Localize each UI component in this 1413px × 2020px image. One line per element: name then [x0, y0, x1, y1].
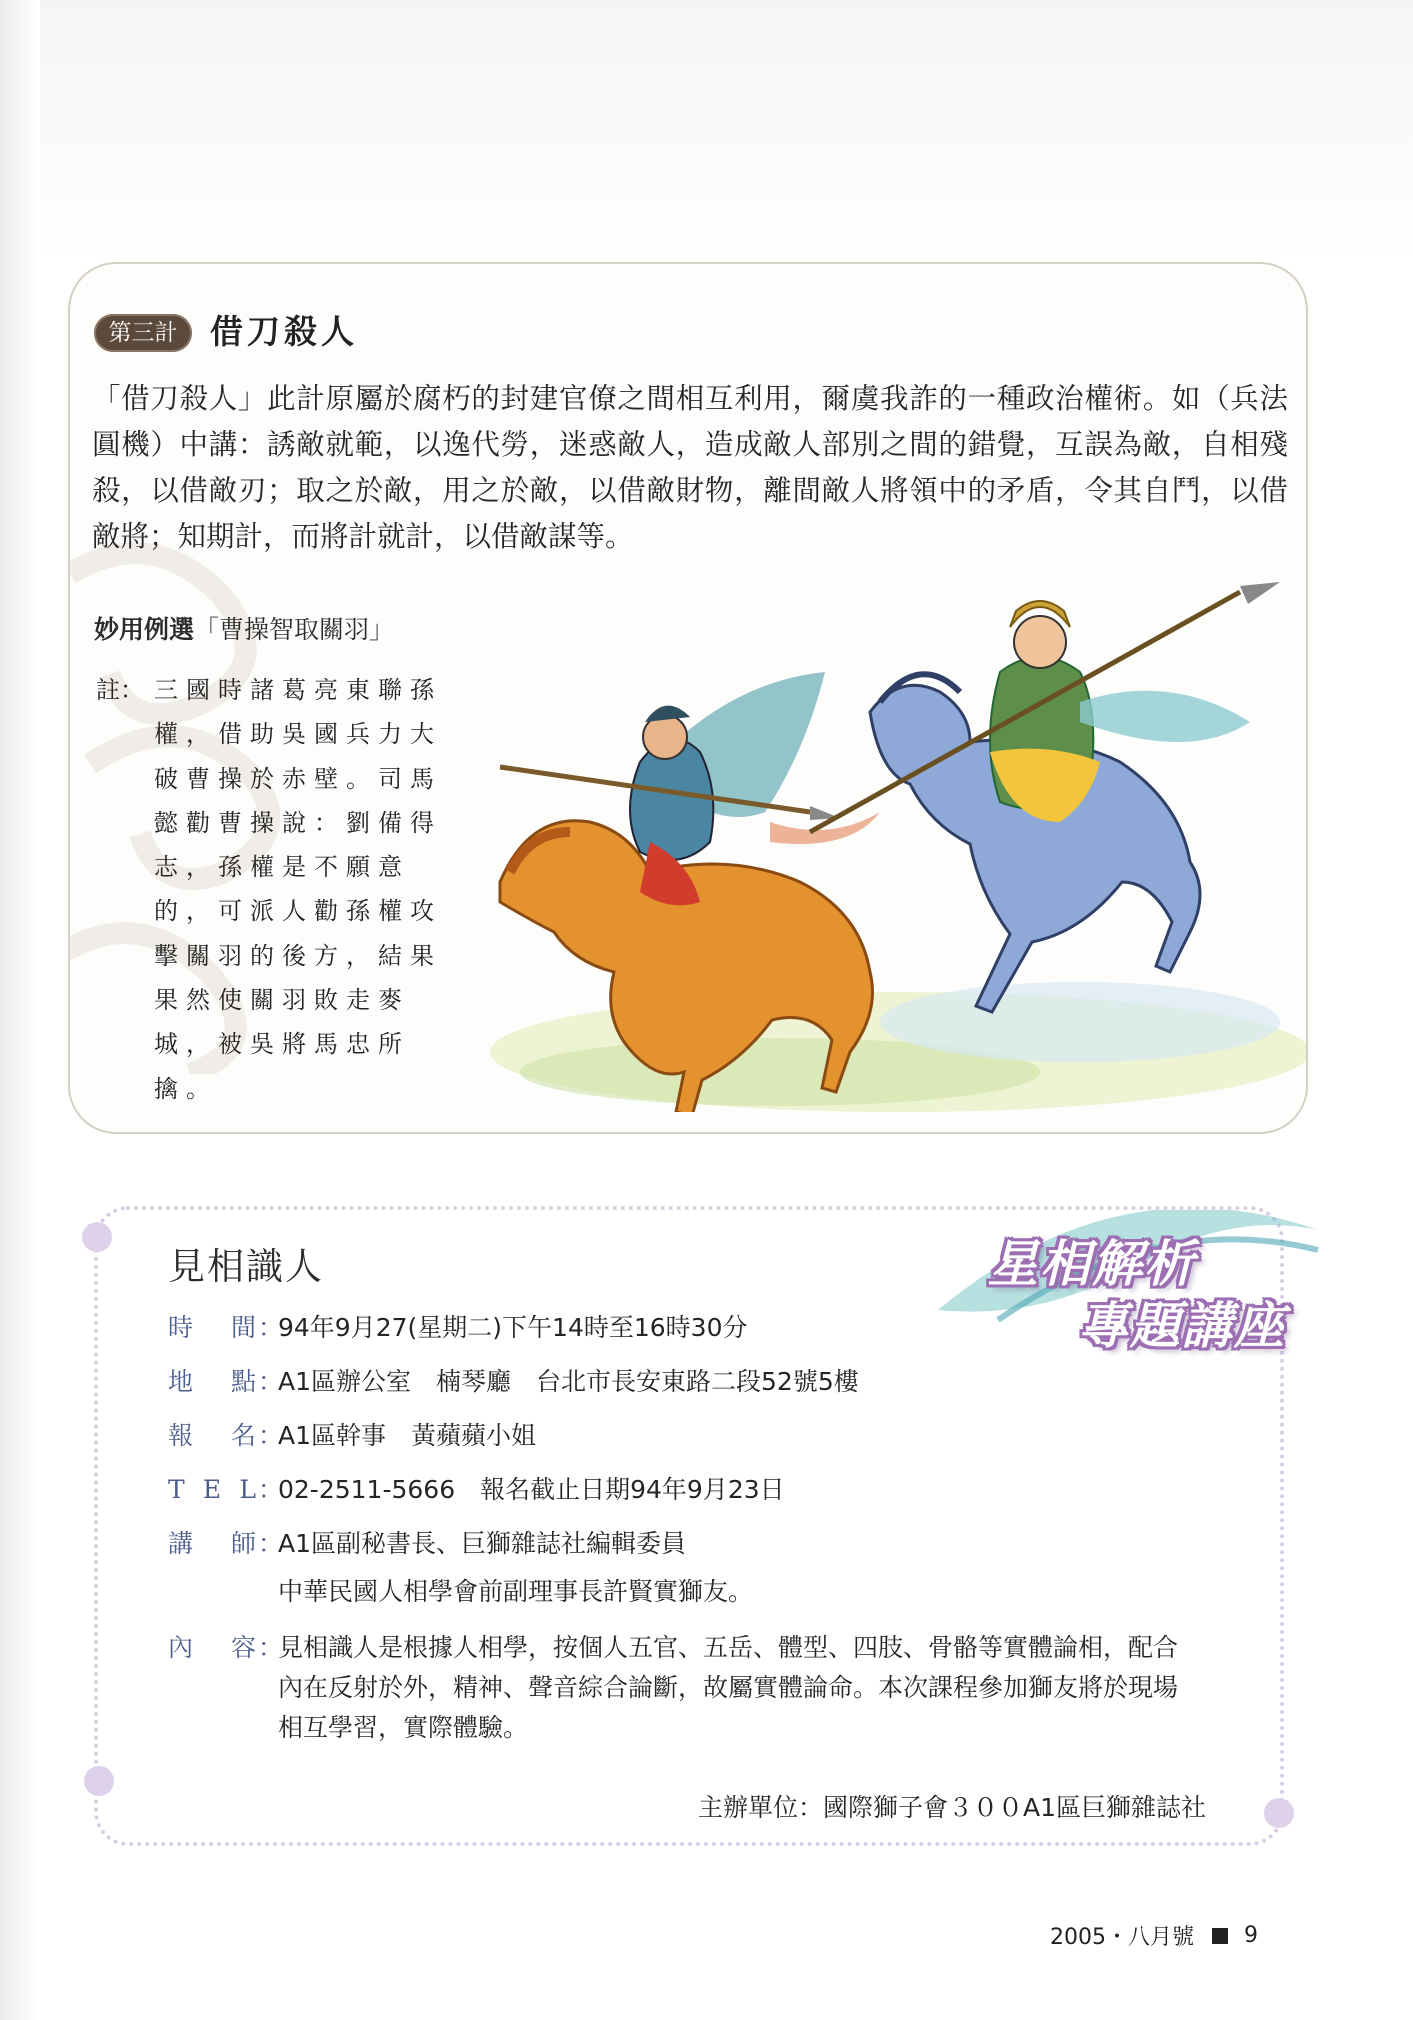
- square-bullet-icon: [1212, 1928, 1228, 1944]
- page-binding-edge: [0, 0, 40, 2020]
- example-title: 「曹操智取關羽」: [194, 615, 395, 644]
- event-title: 見相識人: [168, 1245, 324, 1288]
- lecturer-line-1: A1區副秘書長、巨獅雜誌社編輯委員: [278, 1529, 687, 1558]
- place-value: A1區辦公室 楠琴廳 台北市長安東路二段52號5樓: [278, 1367, 859, 1396]
- detail-row-lecturer: 講 師 ： A1區副秘書長、巨獅雜誌社編輯委員 中華民國人相學會前副理事長許賢實獅友。: [168, 1524, 1228, 1628]
- tel-value: 02-2511-5666 報名截止日期94年9月23日: [278, 1475, 785, 1504]
- place-label: 地 點: [168, 1367, 256, 1396]
- cavalry-battle-illustration: [480, 582, 1308, 1112]
- content-value: 見相識人是根據人相學，按個人五官、五岳、體型、四肢、骨骼等實體論相，配合內在反射於外，精神、聲音綜合論斷，故屬實體論命。本次課程參加獅友將於現場相互學習，實際體驗。: [278, 1633, 1179, 1742]
- issue-label: 2005・八月號: [1050, 1925, 1194, 1950]
- page-number: 9: [1244, 1923, 1258, 1948]
- content-label: 內 容: [168, 1633, 256, 1662]
- event-details: [168, 1308, 1228, 1748]
- strategy-card: [68, 262, 1308, 1134]
- time-value: 94年9月27(星期二)下午14時至16時30分: [278, 1313, 748, 1342]
- detail-row-place: 地 點 ： A1區辦公室 楠琴廳 台北市長安東路二段52號5樓: [168, 1362, 1228, 1416]
- strategy-description: 「借刀殺人」此計原屬於腐朽的封建官僚之間相互利用，爾虞我詐的一種政治權術。如（兵法圓機）中講：誘敵就範，以逸代勞，迷惑敵人，造成敵人部別之間的錯覺，互誤為敵，自相殘殺，以借敵刃；取之於敵，用之於敵，以借敵財物，離間敵人將領中的矛盾，令其自鬥，以借敵將；知期計，而將計就計，以借敵謀等。: [92, 382, 1288, 553]
- lecture-event-card: [94, 1206, 1284, 1846]
- decorative-dot: [1264, 1798, 1294, 1828]
- logo-line-1: 星相解析: [988, 1235, 1196, 1293]
- strategy-number-badge: 第三計: [94, 314, 192, 352]
- logo-line-2: 專題講座: [1078, 1297, 1286, 1355]
- organizer-line: 主辦單位：國際獅子會３００A1區巨獅雜誌社: [697, 1793, 1206, 1822]
- example-heading: [94, 610, 394, 646]
- decorative-dot: [84, 1766, 114, 1796]
- note-text: 三國時諸葛亮東聯孫權，借助吳國兵力大破曹操於赤壁。司馬懿勸曹操說：劉備得志，孫權是不願意的，可派人勸孫權攻擊關羽的後方，結果果然使關羽敗走麥城，被吳將馬忠所擒。: [154, 676, 442, 1103]
- detail-row-content: 內 容 ： 見相識人是根據人相學，按個人五官、五岳、體型、四肢、骨骼等實體論相，配合內在反射於外，精神、聲音綜合論斷，故屬實體論命。本次課程參加獅友將於現場相互學習，實際體驗。: [168, 1628, 1228, 1748]
- decorative-dot: [82, 1222, 112, 1252]
- page-footer: [1050, 1920, 1258, 1951]
- tel-label: T E L: [168, 1475, 256, 1504]
- page-top-shade: [0, 0, 1413, 260]
- lecturer-label: 講 師: [168, 1529, 256, 1558]
- signup-value: A1區幹事 黃蘋蘋小姐: [278, 1421, 537, 1450]
- strategy-title: 借刀殺人: [210, 312, 358, 351]
- lecturer-line-2: 中華民國人相學會前副理事長許賢實獅友。: [278, 1577, 754, 1606]
- note-prefix: 註：: [96, 676, 144, 704]
- signup-label: 報 名: [168, 1421, 256, 1450]
- detail-row-signup: 報 名 ： A1區幹事 黃蘋蘋小姐: [168, 1416, 1228, 1470]
- detail-row-time: 時 間 ： 94年9月27(星期二)下午14時至16時30分: [168, 1308, 1228, 1362]
- example-label: 妙用例選: [94, 615, 195, 644]
- detail-row-tel: T E L ： 02-2511-5666 報名截止日期94年9月23日: [168, 1470, 1228, 1524]
- time-label: 時 間: [168, 1313, 256, 1342]
